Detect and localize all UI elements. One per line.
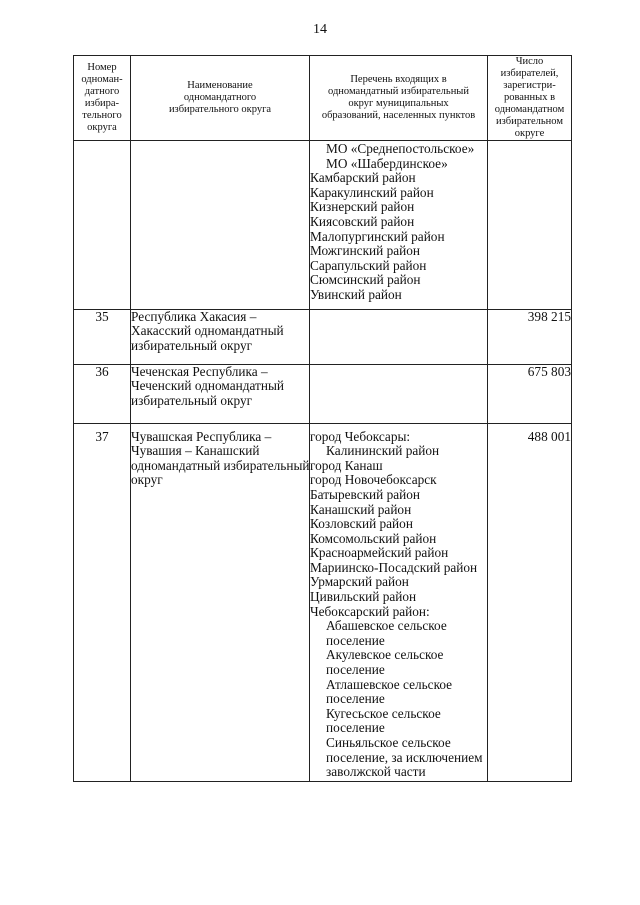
table-row <box>74 364 572 423</box>
header-district-number: Номер одноман- датного избира- тельного округа <box>74 56 131 141</box>
cell-composition <box>310 141 488 310</box>
list-item: поселение, за исключением <box>326 749 483 765</box>
list-item: заволжской части <box>326 764 426 780</box>
list-item: Красноармейский район <box>310 545 449 561</box>
list-item: МО «Шабердинское» <box>326 155 448 171</box>
list-item: МО «Среднепостольское» <box>326 141 475 156</box>
list-item: Сарапульский район <box>310 257 427 273</box>
cell-number: 36 <box>74 364 131 423</box>
cell-name <box>131 141 310 310</box>
list-item: Каракулинский район <box>310 184 434 200</box>
header-composition: Перечень входящих в одномандатный избирательный округ муниципальных образований, населенных пунктов <box>310 56 488 141</box>
header-district-name: Наименование одномандатного избирательного округа <box>131 56 310 141</box>
list-item: Чебоксарский район: <box>310 603 430 619</box>
list-item: Киясовский район <box>310 213 415 229</box>
list-item: Кугесьское сельское <box>326 705 441 721</box>
list-item: Батыревский район <box>310 486 421 502</box>
cell-number: 35 <box>74 309 131 364</box>
cell-voters: 398 215 <box>488 309 572 364</box>
table-row <box>74 423 572 781</box>
list-item: Абашевское сельское <box>326 618 447 634</box>
list-item: поселение <box>326 691 385 707</box>
list-item: поселение <box>326 720 385 736</box>
list-item: город Новочебоксарск <box>310 472 437 488</box>
cell-composition <box>310 423 488 781</box>
table-row-continuation <box>74 141 572 310</box>
list-item: Увинский район <box>310 286 402 302</box>
list-item: Камбарский район <box>310 170 416 186</box>
cell-voters <box>488 141 572 310</box>
list-item: Канашский район <box>310 501 412 517</box>
page-number: 14 <box>313 22 327 37</box>
list-item: Можгинский район <box>310 243 421 259</box>
table-row <box>74 309 572 364</box>
cell-name: Республика Хакасия – Хакасский одномандатный избирательный округ <box>131 309 310 364</box>
cell-voters: 675 803 <box>488 364 572 423</box>
list-item: Калининский район <box>326 443 440 459</box>
list-item: Урмарский район <box>310 574 409 590</box>
list-item: Комсомольский район <box>310 530 437 546</box>
table-header-row <box>74 56 572 141</box>
list-item: Синьяльское сельское <box>326 735 451 750</box>
list-item: поселение <box>326 632 385 648</box>
cell-number: 37 <box>74 423 131 781</box>
list-item: Мариинско-Посадский район <box>310 559 478 575</box>
cell-composition <box>310 309 488 364</box>
list-item: город Канаш <box>310 457 383 473</box>
districts-table <box>73 55 572 782</box>
cell-voters: 488 001 <box>488 423 572 781</box>
header-voter-count: Число избирателей, зарегистри- рованных в одномандатном избирательном округе <box>488 56 572 141</box>
cell-name: Чеченская Республика – Чеченский одномандатный избирательный округ <box>131 364 310 423</box>
list-item: Цивильский район <box>310 589 417 605</box>
list-item: Малопургинский район <box>310 228 445 244</box>
list-item: Сюмсинский район <box>310 272 421 288</box>
list-item: поселение <box>326 662 385 678</box>
cell-composition <box>310 364 488 423</box>
list-item: Кизнерский район <box>310 199 415 215</box>
list-item: Акулевское сельское <box>326 647 444 663</box>
cell-number <box>74 141 131 310</box>
list-item: город Чебоксары: <box>310 428 411 444</box>
cell-name: Чувашская Республика – Чувашия – Канашский одномандатный избирательный округ <box>131 423 310 781</box>
list-item: Атлашевское сельское <box>326 676 453 692</box>
list-item: Козловский район <box>310 516 413 532</box>
